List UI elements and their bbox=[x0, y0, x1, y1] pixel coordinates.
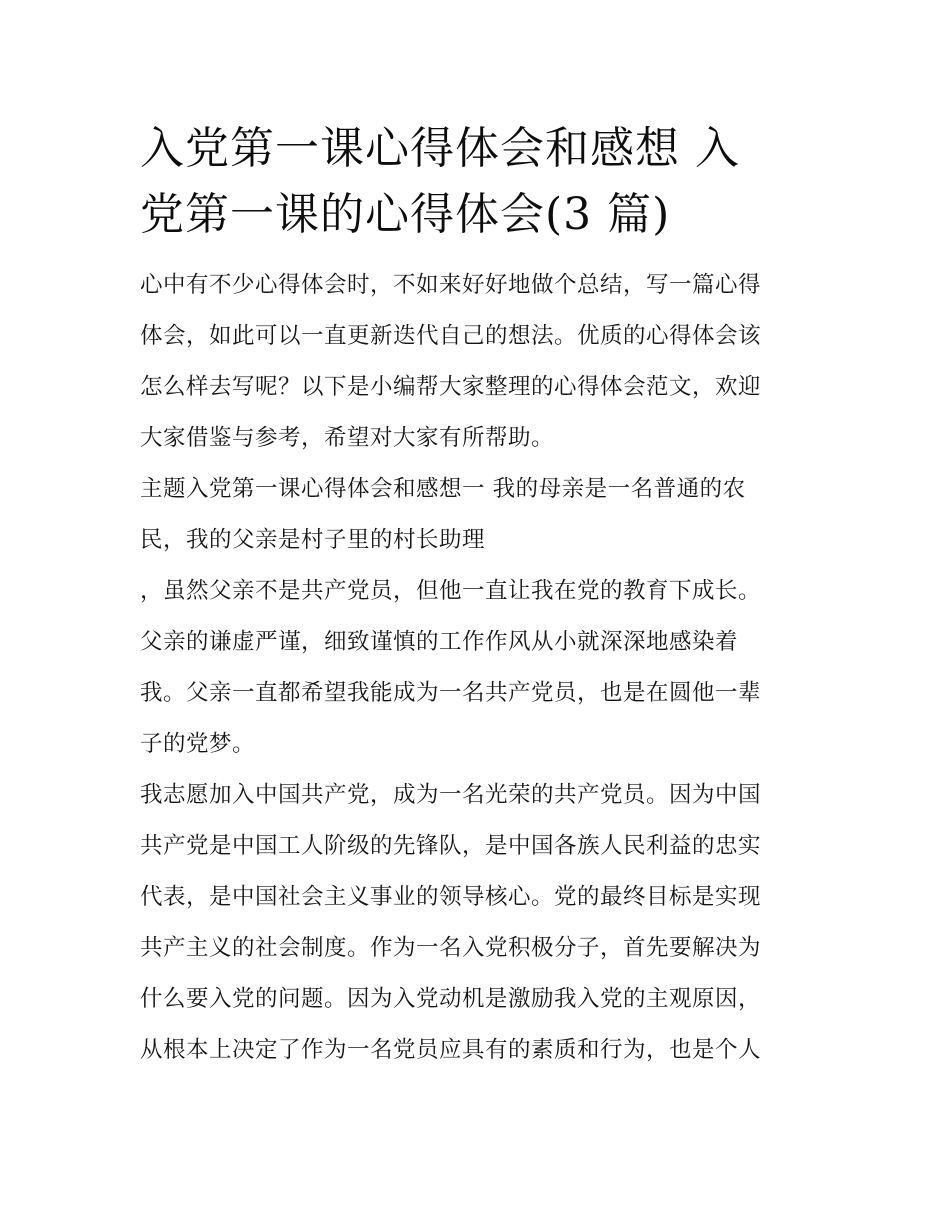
page-title bbox=[140, 116, 810, 248]
motivation-paragraph bbox=[140, 770, 810, 1076]
theme-paragraph bbox=[140, 464, 810, 566]
text-line: 从根本上决定了作为一名党员应具有的素质和行为，也是个人 bbox=[140, 1037, 762, 1063]
title-line-1: 入党第一课心得体会和感想 入 bbox=[140, 123, 740, 174]
text-line: 怎么样去写呢？以下是小编帮大家整理的心得体会范文，欢迎 bbox=[140, 374, 762, 400]
title-line-2: 党第一课的心得体会(3 篇) bbox=[140, 189, 671, 240]
text-line: 子的党梦。 bbox=[140, 731, 256, 757]
text-line: 民，我的父亲是村子里的村长助理 bbox=[140, 527, 486, 553]
text-line: 代表，是中国社会主义事业的领导核心。党的最终目标是实现 bbox=[140, 884, 762, 910]
text-line: 共产党是中国工人阶级的先锋队，是中国各族人民利益的忠实 bbox=[140, 833, 762, 859]
text-line: 共产主义的社会制度。作为一名入党积极分子，首先要解决为 bbox=[140, 935, 762, 961]
text-line: 大家借鉴与参考，希望对大家有所帮助。 bbox=[140, 425, 555, 451]
text-line: 我。父亲一直都希望我能成为一名共产党员，也是在圆他一辈 bbox=[140, 680, 762, 706]
text-line: 主题入党第一课心得体会和感想一 我的母亲是一名普通的农 bbox=[140, 476, 746, 502]
text-line: 父亲的谦虚严谨，细致谨慎的工作作风从小就深深地感染着 bbox=[140, 629, 739, 655]
text-line: 我志愿加入中国共产党，成为一名光荣的共产党员。因为中国 bbox=[140, 782, 762, 808]
text-line: 什么要入党的问题。因为入党动机是激励我入党的主观原因， bbox=[140, 986, 762, 1012]
father-paragraph bbox=[140, 566, 810, 770]
text-line: 心中有不少心得体会时，不如来好好地做个总结，写一篇心得 bbox=[140, 272, 762, 298]
text-line: 体会，如此可以一直更新迭代自己的想法。优质的心得体会该 bbox=[140, 323, 762, 349]
text-line: ，虽然父亲不是共产党员，但他一直让我在党的教育下成长。 bbox=[140, 578, 762, 604]
intro-paragraph bbox=[140, 260, 810, 464]
document-content bbox=[140, 116, 810, 1076]
